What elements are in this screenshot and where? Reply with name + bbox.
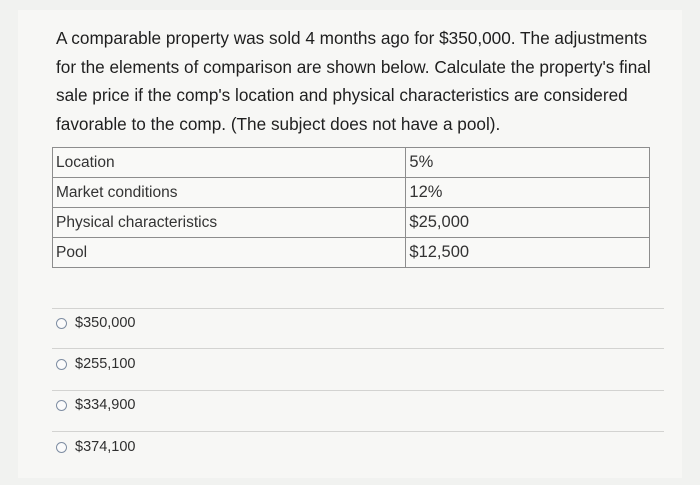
radio-button[interactable] (56, 442, 67, 453)
adjustments-table (52, 147, 650, 268)
divider (52, 348, 664, 349)
table-row (53, 208, 650, 238)
row-label-pool: Pool (53, 238, 406, 268)
row-label-market-conditions: Market conditions (53, 178, 406, 208)
table-row (53, 178, 650, 208)
radio-button[interactable] (56, 400, 67, 411)
table-row (53, 238, 650, 268)
question-card (18, 10, 682, 478)
answer-option-label: $350,000 (75, 315, 136, 331)
answer-option-1[interactable] (56, 315, 135, 331)
answer-option-4[interactable] (56, 439, 135, 455)
row-value-location: 5% (406, 148, 650, 178)
row-value-pool: $12,500 (406, 238, 650, 268)
divider (52, 431, 664, 432)
divider (52, 390, 664, 391)
row-value-market-conditions: 12% (406, 178, 650, 208)
row-label-physical-characteristics: Physical characteristics (53, 208, 406, 238)
answer-option-label: $334,900 (75, 397, 136, 413)
row-label-location: Location (53, 148, 406, 178)
radio-button[interactable] (56, 318, 67, 329)
row-value-physical-characteristics: $25,000 (406, 208, 650, 238)
answer-option-3[interactable] (56, 397, 135, 413)
radio-button[interactable] (56, 359, 67, 370)
answer-option-2[interactable] (56, 356, 135, 372)
answer-option-label: $255,100 (75, 356, 136, 372)
answer-option-label: $374,100 (75, 439, 136, 455)
table-row (53, 148, 650, 178)
divider (52, 308, 664, 309)
question-text: A comparable property was sold 4 months ago for $350,000. The adjustments for the elements of comparison are shown below. Calculate the property's final sale price if the comp's location and physical characteristics are considered favorable to the comp. (The subject does not have a pool). (56, 28, 651, 134)
